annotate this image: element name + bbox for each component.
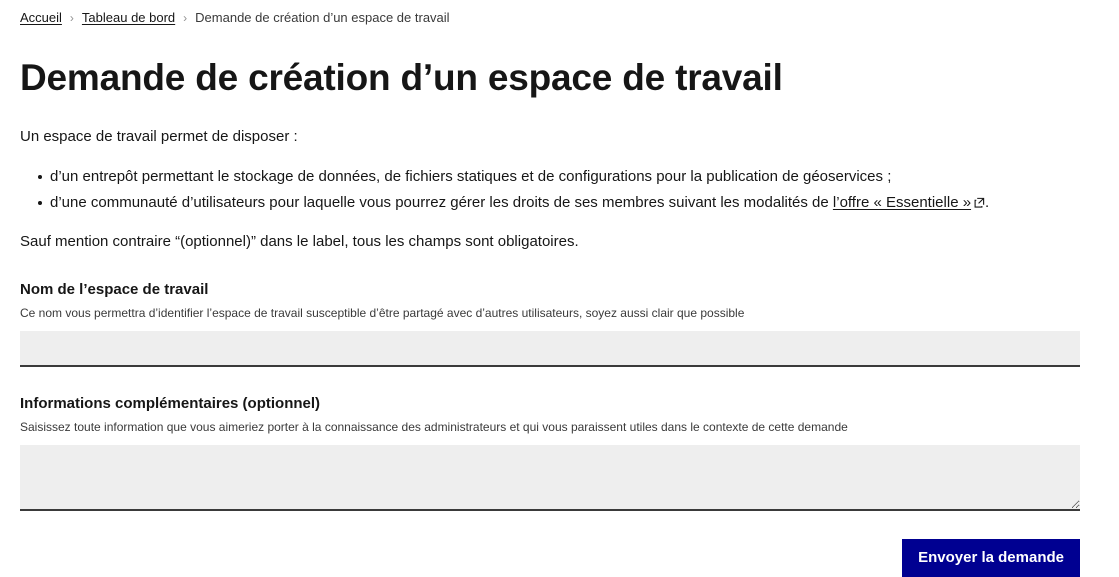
list-item (38, 164, 1099, 190)
breadcrumb-item-accueil[interactable]: Accueil (20, 10, 62, 25)
additional-info-hint: Saisissez toute information que vous aimeriez porter à la connaissance des administrateurs et qui vous paraissent utiles dans le contexte de cette demande (20, 420, 848, 434)
additional-info-field-group (20, 394, 1099, 511)
breadcrumb-separator-icon: › (183, 11, 188, 25)
intro-text: Un espace de travail permet de disposer : (20, 128, 298, 145)
breadcrumb-item-tableau-de-bord[interactable]: Tableau de bord (81, 10, 176, 25)
list-item-text: d’un entrepôt permettant le stockage de données, de fichiers statiques et de configurations pour la publication de géoservices ; (50, 168, 892, 185)
offre-essentielle-link-label: l’offre « Essentielle » (832, 194, 972, 211)
list-item (38, 190, 1099, 217)
page-title: Demande de création d’un espace de travail (20, 57, 783, 98)
breadcrumb-separator-icon: › (69, 11, 74, 25)
list-item-text-after: . (985, 194, 990, 211)
workspace-name-label: Nom de l’espace de travail (20, 281, 209, 298)
breadcrumb-item-current: Demande de création d’un espace de travail (195, 10, 450, 25)
breadcrumb (20, 0, 1099, 26)
mandatory-fields-note: Sauf mention contraire “(optionnel)” dans le label, tous les champs sont obligatoires. (20, 233, 579, 250)
submit-request-button[interactable]: Envoyer la demande (902, 539, 1080, 577)
benefits-list (20, 164, 1099, 217)
additional-info-label: Informations complémentaires (optionnel) (20, 395, 321, 412)
form-actions (20, 539, 1080, 577)
external-link-icon (974, 191, 985, 217)
workspace-name-input[interactable] (20, 331, 1080, 367)
offre-essentielle-link[interactable] (833, 194, 985, 211)
workspace-name-field-group (20, 280, 1099, 367)
workspace-name-hint: Ce nom vous permettra d’identifier l’espace de travail susceptible d’être partagé avec d’autres utilisateurs, soyez aussi clair que possible (20, 306, 745, 320)
list-item-text-before: d’une communauté d’utilisateurs pour laquelle vous pourrez gérer les droits de ses membres suivant les modalités de (50, 194, 833, 211)
additional-info-textarea[interactable] (20, 445, 1080, 511)
